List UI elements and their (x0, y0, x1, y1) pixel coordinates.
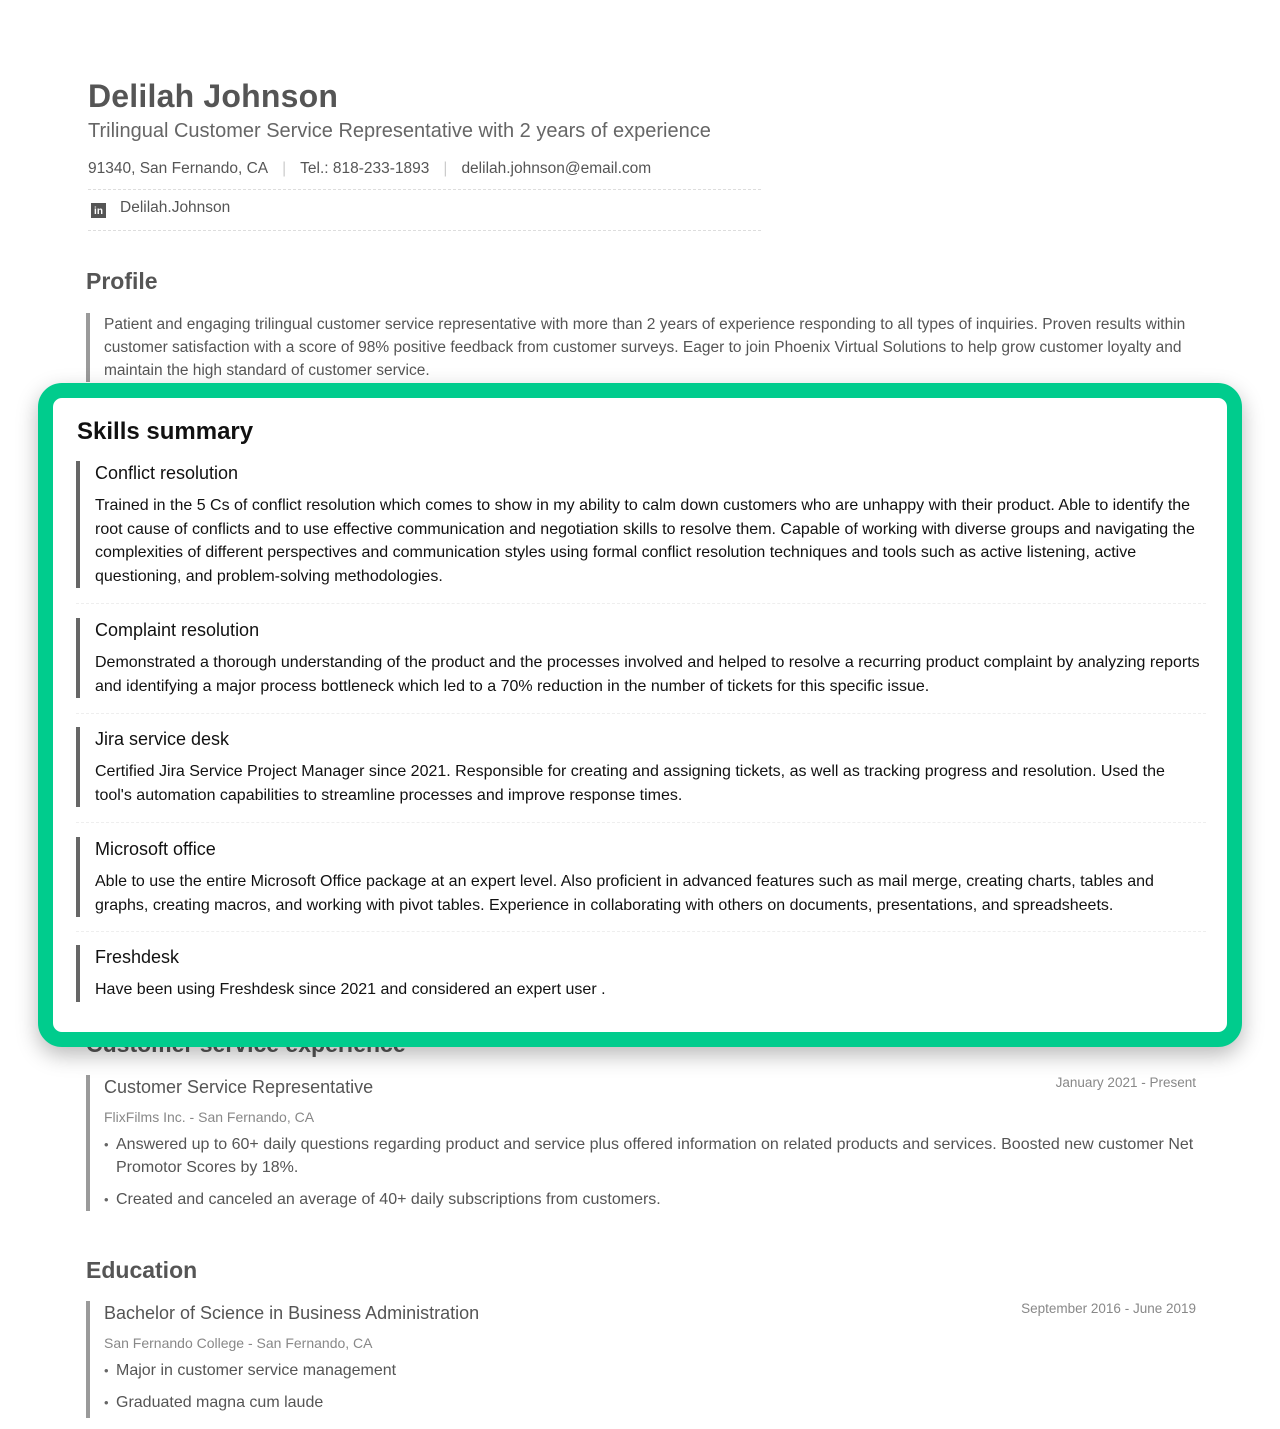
separator: | (443, 160, 448, 177)
bullet-item: • Created and canceled an average of 40+ daily subscriptions from customers. (104, 1188, 1196, 1211)
skill-item (76, 945, 1206, 1002)
address: 91340, San Fernando, CA (88, 160, 269, 177)
phone: Tel.: 818-233-1893 (300, 160, 430, 177)
education-entry (86, 1301, 1196, 1418)
skill-item (76, 461, 1206, 588)
skill-name: Microsoft office (95, 839, 216, 859)
school-name: San Fernando College - San Fernando, CA (104, 1335, 373, 1351)
skill-name: Conflict resolution (95, 463, 239, 483)
candidate-headline: Trilingual Customer Service Representative with 2 years of experience (88, 120, 711, 142)
skills-summary-highlight (38, 383, 1242, 1047)
divider (76, 603, 1206, 604)
skill-item (76, 837, 1206, 917)
separator: | (282, 160, 287, 177)
job-company: FlixFilms Inc. - San Fernando, CA (104, 1109, 315, 1125)
skill-description: Able to use the entire Microsoft Office package at an expert level. Also proficient in advanced features such as mail merge, creating charts, tables and graphs, creating macros, and working with pivot tables. Experience in collaborating with others on documents, presentations, and spreadsheets. (95, 873, 1154, 914)
bullet-item: • Major in customer service management (104, 1359, 1196, 1382)
linkedin-link[interactable]: Delilah.Johnson (120, 199, 231, 216)
linkedin-icon: in (91, 203, 106, 218)
candidate-name: Delilah Johnson (88, 78, 339, 114)
skill-name: Complaint resolution (95, 620, 260, 640)
education-bullets (104, 1359, 1196, 1414)
divider (76, 713, 1206, 714)
degree-title: Bachelor of Science in Business Administration (104, 1303, 480, 1323)
skill-description: Have been using Freshdesk since 2021 and considered an expert user . (95, 981, 606, 998)
profile-text: Patient and engaging trilingual customer service representative with more than 2 years of experience responding to all types of inquiries. Proven results within customer satisfaction with a score of 98% positive feedback from customer surveys. Eager to join Phoenix Virtual Solutions to help grow customer loyalty and maintain the high standard of customer service. (86, 313, 1196, 382)
profile-title: Profile (86, 268, 158, 294)
social-row (88, 199, 761, 231)
contact-row (88, 160, 761, 190)
skill-item (76, 727, 1206, 807)
divider (76, 822, 1206, 823)
skills-title: Skills summary (77, 418, 254, 445)
email-link[interactable]: delilah.johnson@email.com (461, 160, 652, 177)
skill-name: Jira service desk (95, 729, 230, 749)
education-date: September 2016 - June 2019 (1021, 1301, 1196, 1316)
divider (76, 931, 1206, 932)
experience-entry (86, 1075, 1196, 1211)
bullet-item: • Answered up to 60+ daily questions regarding product and service plus offered information on related products and services. Boosted new customer Net Promotor Scores by 18%. (104, 1133, 1196, 1179)
skill-description: Demonstrated a thorough understanding of the product and the processes involved and helped to resolve a recurring product complaint by analyzing reports and identifying a major process bottleneck which led to a 70% reduction in the number of tickets for this specific issue. (95, 654, 1200, 695)
skill-name: Freshdesk (95, 947, 180, 967)
skill-item (76, 618, 1206, 698)
job-bullets (104, 1133, 1196, 1211)
skill-description: Trained in the 5 Cs of conflict resolution which comes to show in my ability to calm down customers who are unhappy with their product. Able to identify the root cause of conflicts and to use effective communication and negotiation skills to resolve them. Capable of working with diverse groups and navigating the complexities of different perspectives and communication styles using formal conflict resolution techniques and tools such as active listening, active questioning, and problem-solving methodologies. (95, 497, 1195, 585)
skill-description: Certified Jira Service Project Manager since 2021. Responsible for creating and assigning tickets, as well as tracking progress and resolution. Used the tool's automation capabilities to streamline processes and improve response times. (95, 763, 1165, 804)
job-title: Customer Service Representative (104, 1077, 374, 1097)
job-date: January 2021 - Present (1055, 1075, 1196, 1090)
bullet-item: • Graduated magna cum laude (104, 1391, 1196, 1414)
education-title: Education (86, 1257, 198, 1283)
